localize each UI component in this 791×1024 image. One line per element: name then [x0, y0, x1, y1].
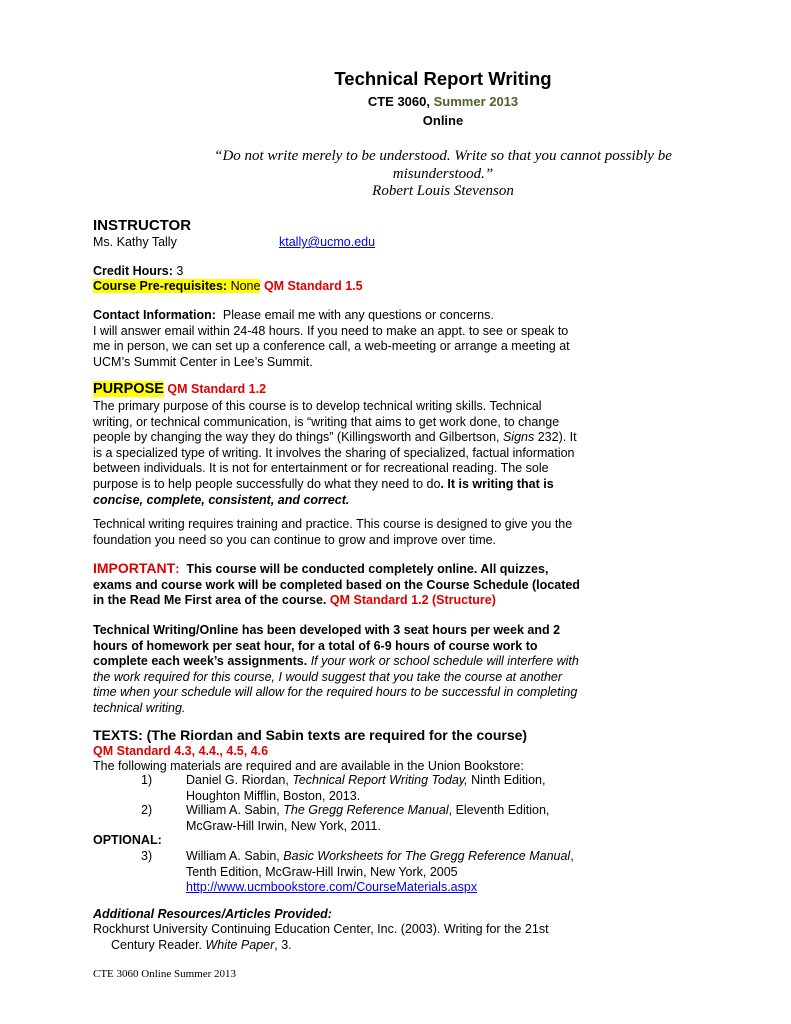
qm-standard-tag: QM Standard 1.2: [167, 382, 267, 396]
workload-line: time when your schedule will allow for the required hours to be successful in completing: [93, 685, 578, 700]
prereq-highlight: [93, 279, 260, 293]
book-number: 2): [141, 803, 153, 817]
purpose-emphasis: . It is writing that is: [440, 476, 554, 491]
workload-line: the work required for this course, I would suggest that you take the course at another: [93, 669, 563, 684]
course-term: Summer 2013: [433, 94, 519, 109]
book-item: [186, 803, 646, 834]
book-item: [186, 773, 646, 804]
texts-intro: The following materials are required and are available in the Union Bookstore:: [93, 759, 524, 773]
important-label: IMPORTANT: [93, 560, 176, 576]
book-edition: Ninth Edition,: [467, 773, 546, 787]
purpose-citation-title: Signs: [502, 430, 535, 445]
book-publisher: McGraw-Hill Irwin, New York, 2011.: [186, 818, 381, 833]
book-item: [186, 849, 656, 896]
contact-line: I will answer email within 24-48 hours. If you need to make an appt. to see or speak to: [93, 323, 569, 338]
quote-line: misunderstood.”: [392, 166, 494, 182]
course-code: CTE 3060,: [367, 94, 430, 109]
book-author: Daniel G. Riordan,: [186, 773, 293, 787]
purpose-line: The primary purpose of this course is to develop technical writing skills. Technical: [93, 399, 542, 413]
workload-text: If your work or school schedule will interfere with: [307, 654, 579, 669]
instructor-heading: INSTRUCTOR: [93, 217, 192, 234]
purpose-line: [93, 430, 613, 446]
contact-line: me in person, we can set up a conference call, a web-meeting or arrange a meeting at: [93, 339, 570, 354]
purpose-line: foundation you need so you can continue to grow and improve over time.: [93, 532, 497, 547]
important-line: [93, 593, 613, 609]
book-line: [186, 803, 646, 819]
purpose-paragraph-2: [93, 517, 613, 548]
purpose-line: Technical writing requires training and practice. This course is designed to give you the: [93, 517, 573, 531]
purpose-heading-row: [93, 381, 266, 397]
book-line: [186, 849, 656, 865]
purpose-text: people by changing the way they do things” (Killingsworth and Gilbertson,: [93, 430, 503, 445]
qm-standard-tag: QM Standard 4.3, 4.4., 4.5, 4.6: [93, 744, 269, 758]
purpose-line: writing, or technical communication, is “writing that aims to get work done, to change: [93, 414, 560, 429]
book-publisher: Tenth Edition, McGraw-Hill Irwin, New York, 2005: [186, 864, 458, 879]
contact-label: Contact Information:: [93, 308, 216, 322]
resource-text: Century Reader.: [111, 937, 206, 952]
prerequisites: [93, 279, 363, 295]
prereq-value: None: [230, 279, 261, 293]
contact-line: [93, 308, 613, 324]
book-number: 3): [141, 849, 153, 863]
book-number: 1): [141, 773, 153, 787]
workload-paragraph: [93, 623, 613, 717]
epigraph-quote: [93, 147, 791, 183]
contact-section: [93, 308, 613, 370]
purpose-heading: PURPOSE: [93, 381, 164, 397]
workload-line: hours of homework per seat hour, for a total of 6-9 hours of course work to: [93, 638, 538, 653]
credit-hours-label: Credit Hours:: [93, 264, 173, 278]
resource-line: [93, 938, 633, 954]
workload-line: [93, 654, 613, 670]
resource-line: Rockhurst University Continuing Education Center, Inc. (2003). Writing for the 21st: [93, 922, 549, 936]
important-notice: [93, 561, 613, 609]
course-subtitle: [93, 94, 791, 109]
book-author: William A. Sabin,: [186, 803, 284, 817]
book-title: Technical Report Writing Today,: [292, 773, 468, 787]
purpose-paragraph: [93, 399, 613, 508]
book-line: [186, 773, 646, 789]
quote-author: Robert Louis Stevenson: [372, 183, 514, 199]
bookstore-link[interactable]: http://www.ucmbookstore.com/CourseMaterials.aspx: [186, 880, 478, 895]
texts-heading: TEXTS: (The Riordan and Sabin texts are required for the course): [93, 727, 528, 743]
credit-hours-value: 3: [176, 264, 184, 278]
book-edition: , Eleventh Edition,: [448, 803, 550, 817]
instructor-name: Ms. Kathy Tally: [93, 235, 177, 249]
purpose-text: 232). It: [534, 430, 577, 445]
credit-hours: [93, 264, 183, 280]
purpose-text: purpose is to help people successfully do what they need to do: [93, 476, 441, 491]
purpose-line: [93, 477, 613, 493]
important-line: [93, 561, 613, 578]
qm-standard-tag: QM Standard 1.2 (Structure): [329, 593, 496, 608]
workload-text: complete each week’s assignments.: [93, 654, 308, 669]
resource-item: [93, 922, 633, 953]
resource-text: , 3.: [274, 937, 292, 952]
resources-heading: Additional Resources/Articles Provided:: [93, 907, 332, 921]
purpose-line: is a specialized type of writing. It involves the sharing of specialized, factual information: [93, 445, 575, 460]
prereq-label: Course Pre-requisites:: [93, 279, 228, 293]
important-colon: :: [175, 562, 180, 576]
purpose-line: between individuals. It is not for entertainment or for recreational reading. The sole: [93, 461, 549, 476]
book-edition: ,: [570, 849, 574, 863]
instructor-email-link[interactable]: ktally@ucmo.edu: [279, 235, 376, 249]
book-author: William A. Sabin,: [186, 849, 284, 863]
page-footer: CTE 3060 Online Summer 2013: [93, 968, 236, 980]
qm-standard-tag: QM Standard 1.5: [263, 279, 363, 293]
important-line: exams and course work will be completed based on the Course Schedule (located: [93, 577, 580, 592]
course-mode: Online: [422, 113, 464, 128]
resource-title: White Paper: [205, 937, 275, 952]
page-title: Technical Report Writing: [334, 68, 552, 89]
quote-line: “Do not write merely to be understood. Write so that you cannot possibly be: [214, 148, 672, 164]
workload-line: Technical Writing/Online has been developed with 3 seat hours per week and 2: [93, 623, 561, 637]
book-title: The Gregg Reference Manual: [283, 803, 449, 817]
workload-line: technical writing.: [93, 700, 186, 715]
important-text: in the Read Me First area of the course.: [93, 593, 327, 608]
contact-text: Please email me with any questions or concerns.: [222, 308, 494, 322]
book-title: Basic Worksheets for The Gregg Reference Manual: [283, 849, 571, 863]
important-text: This course will be conducted completely online. All quizzes,: [186, 562, 549, 576]
contact-line: UCM’s Summit Center in Lee’s Summit.: [93, 354, 313, 369]
book-publisher: Houghton Mifflin, Boston, 2013.: [186, 788, 361, 803]
purpose-emphasis-line: concise, complete, consistent, and correct.: [93, 492, 350, 507]
optional-label: OPTIONAL:: [93, 833, 162, 847]
